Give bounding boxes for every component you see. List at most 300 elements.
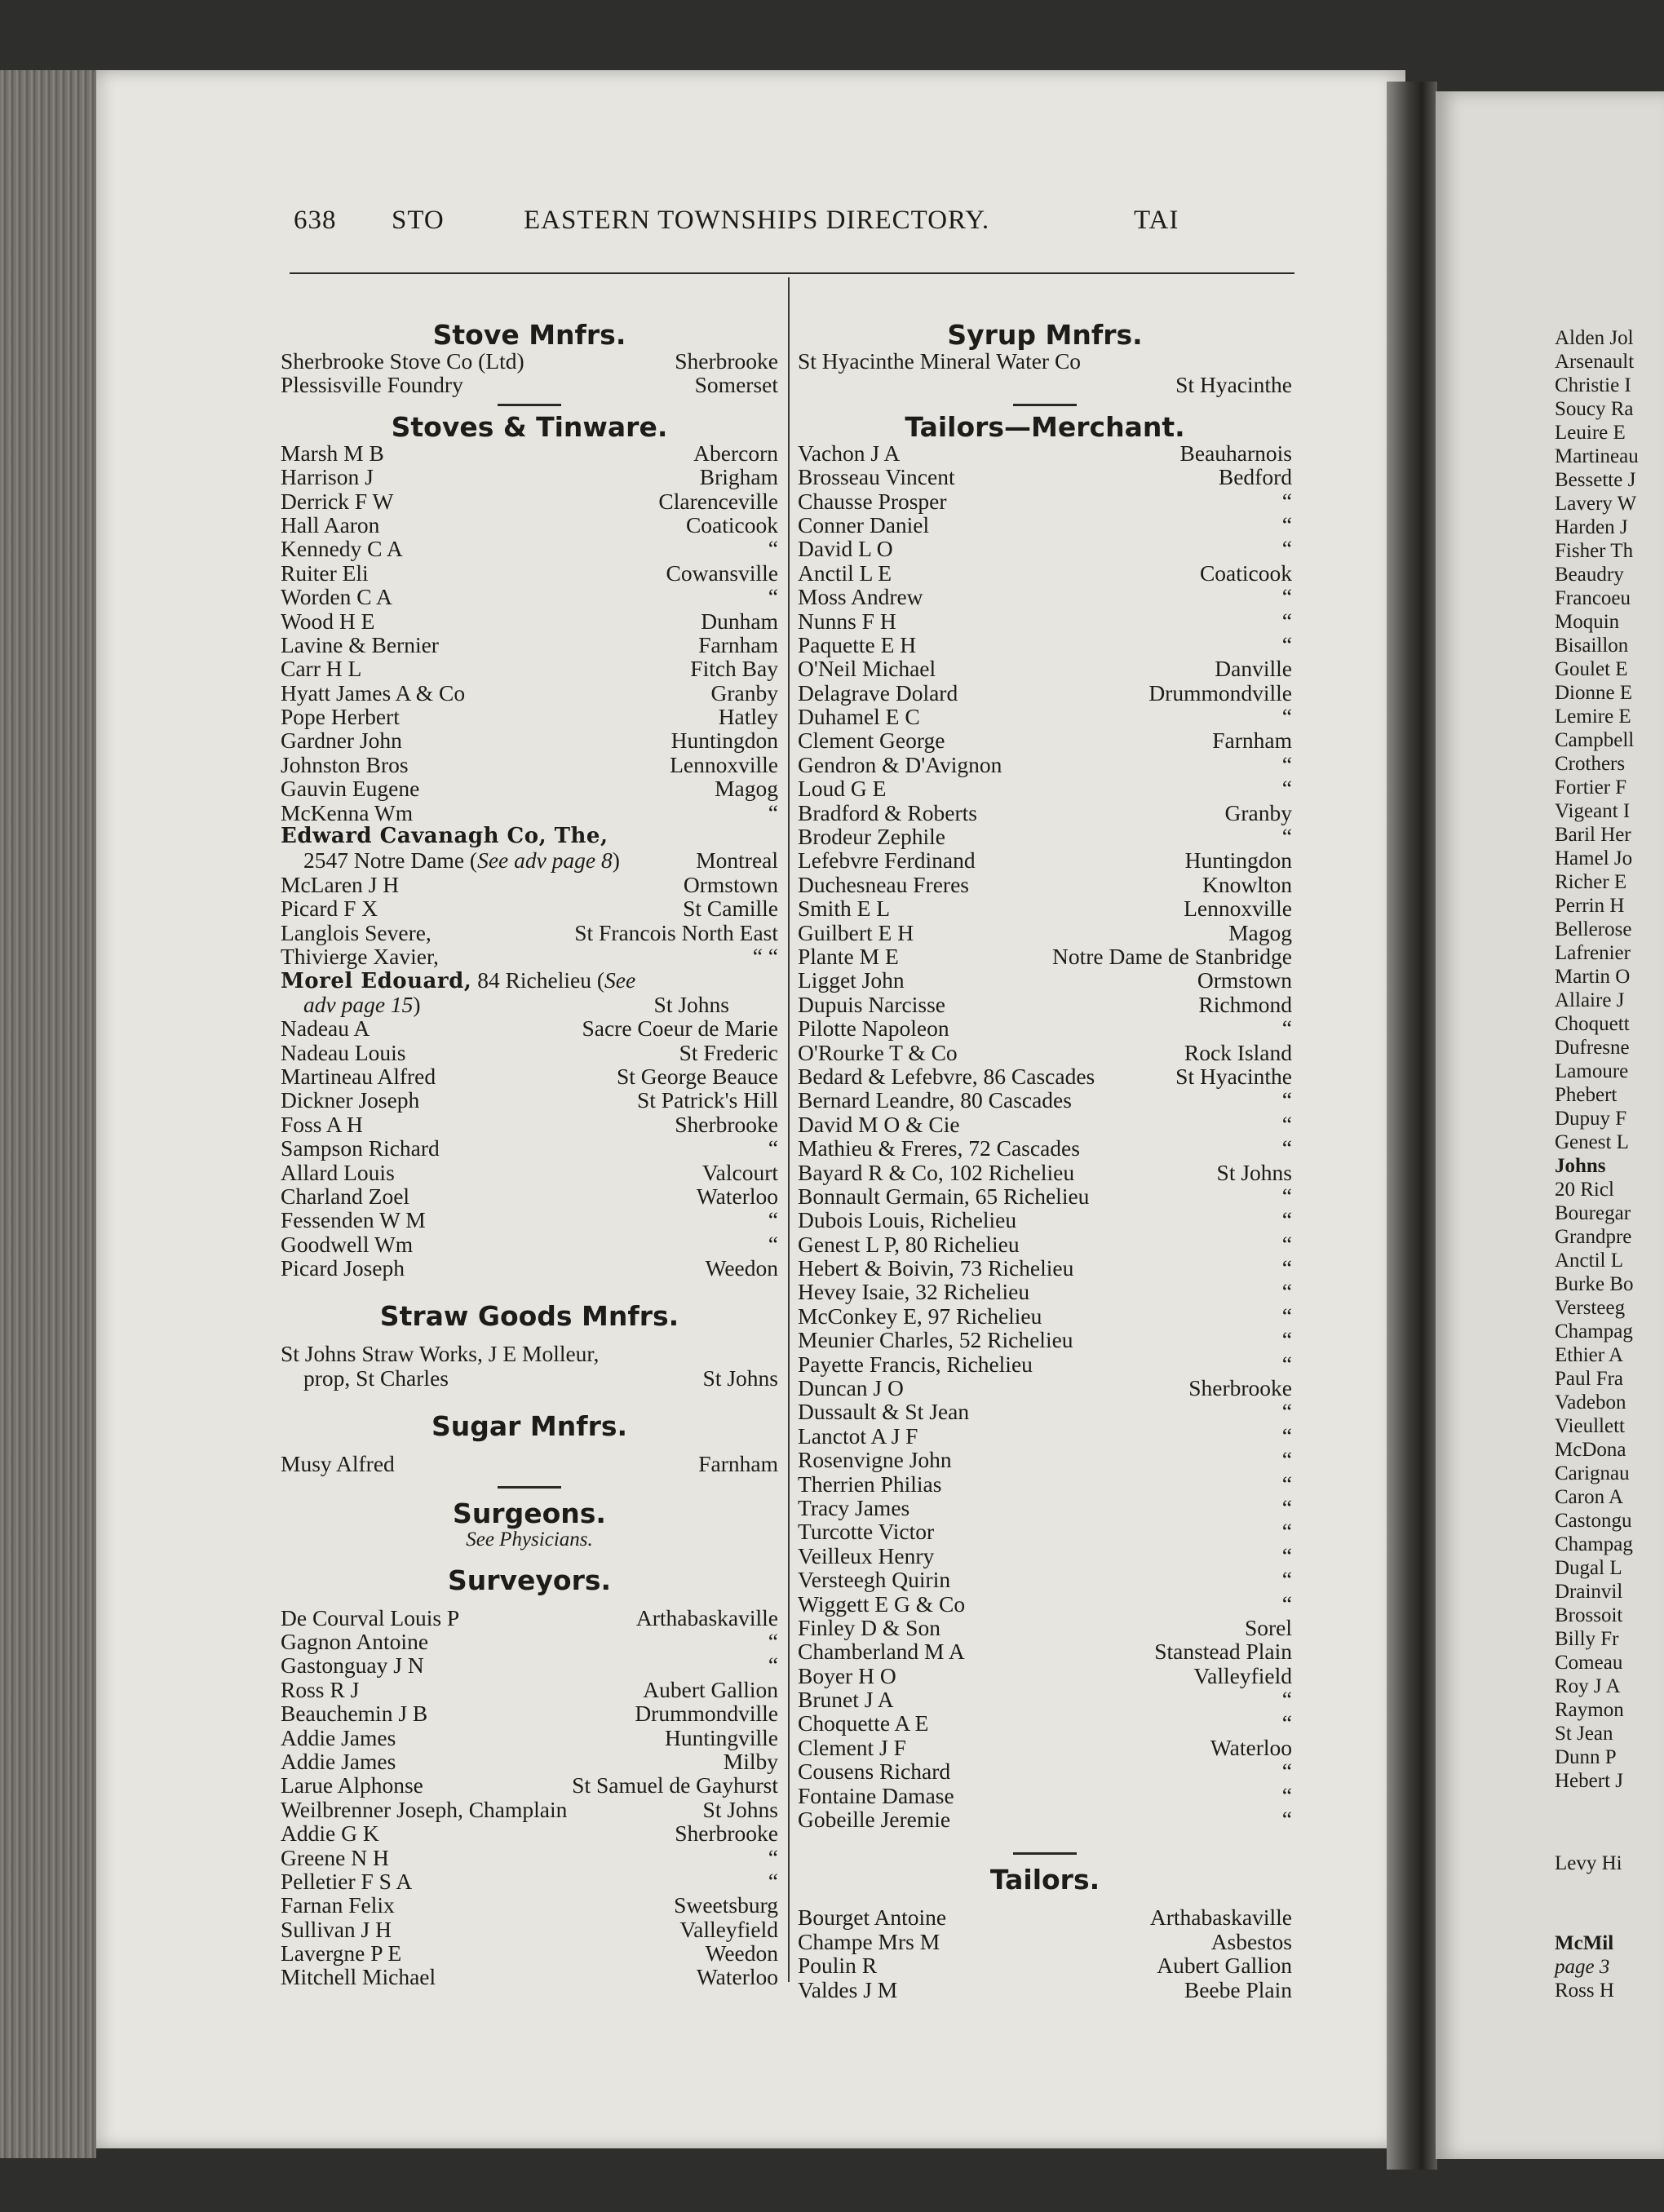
entry-place: “ [1281,536,1292,562]
directory-entry [281,1893,778,1917]
entry-place: Beauharnois [1179,440,1292,466]
directory-entry [281,1016,778,1040]
entry-place: Farnham [1212,728,1292,754]
directory-entry [281,1630,778,1653]
entry-name: McKenna Wm [281,799,414,825]
entry-name: O'Rourke T & Co [798,1039,958,1065]
entry-place: Bedford [1218,464,1292,490]
entry-place: Rock Island [1184,1039,1292,1065]
entry-place: “ [1281,1351,1292,1377]
entry-name: Gardner John [281,728,402,754]
next-page-line: Perrin H [1555,895,1625,917]
next-page-line: Genest L [1555,1131,1629,1153]
entry-place: St Frederic [679,1039,778,1065]
entry-place: Dunham [701,608,778,634]
entry-place: “ [768,1652,778,1679]
entry-place: “ [768,1231,778,1257]
entry-place: “ [768,584,778,610]
entry-name: David L O [798,536,893,562]
stoves-tinware-list-3 [281,1016,778,1280]
entry-place: St Johns [702,1796,778,1822]
entry-place: “ [1281,1807,1292,1833]
next-page-line: Castongu [1555,1510,1632,1532]
directory-entry [798,1424,1292,1448]
directory-entry-straw-cont [281,1366,778,1390]
entry-name: Greene N H [281,1844,389,1870]
entry-place: Milby [723,1748,778,1774]
entry-name: Fontaine Damase [798,1782,954,1808]
next-page-line: Leuire E [1555,422,1626,444]
directory-entry [798,1088,1292,1112]
entry-place: Drummondville [635,1701,778,1727]
next-page-line: Baril Her [1555,824,1631,846]
entry-place: Cowansville [666,560,778,586]
stoves-tinware-list-2 [281,873,778,969]
entry-name: Allard Louis [281,1159,395,1185]
section-heading-surgeons: Surgeons. [453,1497,606,1529]
entry-name: Anctil L E [798,560,892,586]
next-page-line: Beaudry [1555,564,1624,586]
entry-place: “ [1281,511,1292,538]
entry-place: Aubert Gallion [1157,1953,1292,1979]
next-page-line: page 3 [1555,1956,1610,1978]
directory-entry [281,513,778,537]
entry-name: Rosenvigne John [798,1447,952,1473]
entry-name: Mathieu & Freres, 72 Cascades [798,1135,1080,1161]
next-page-line: Moquin [1555,611,1620,633]
header-rule [290,272,1294,274]
entry-name: Lavine & Bernier [281,631,439,657]
adv-reference: adv page 15 [303,991,414,1017]
directory-entry [281,1773,778,1797]
entry-name: Tracy James [798,1494,910,1520]
directory-entry [798,1953,1292,1977]
entry-place: “ [1281,1015,1292,1042]
entry-place: Stanstead Plain [1154,1639,1292,1665]
entry-place: Hatley [718,704,778,730]
directory-entry [281,945,778,968]
entry-name: Musy Alfred [281,1451,395,1477]
entry-place: “ [1281,1303,1292,1329]
entry-place: Sherbrooke [675,1820,778,1847]
entry-place: Sherbrooke [675,348,778,374]
directory-entry [281,1965,778,1989]
entry-place: Granby [710,679,778,706]
book-gutter [1387,82,1437,2170]
next-page-line: Champag [1555,1533,1633,1555]
next-page-line: Dugal L [1555,1557,1622,1579]
entry-name: Therrien Philias [798,1471,942,1497]
entry-place: “ [1281,1710,1292,1736]
left-column [281,318,778,1989]
directory-entry-morel-cont [281,993,778,1016]
entry-name: Valdes J M [798,1976,898,2002]
next-page-line: McDona [1555,1439,1626,1461]
next-page-line: Christie I [1555,374,1631,396]
directory-entry [281,657,778,680]
entry-name: Clement George [798,728,945,754]
directory-entry [281,561,778,585]
directory-entry [798,1136,1292,1160]
next-page-line: Harden J [1555,516,1628,538]
next-page-line: Allaire J [1555,989,1625,1011]
directory-entry [798,1400,1292,1423]
next-page-line: Hebert J [1555,1770,1623,1792]
entry-place: Coaticook [685,511,778,538]
entry-name: Sullivan J H [281,1916,392,1942]
next-page-line: Drainvil [1555,1581,1623,1603]
stove-mnfrs-list [281,349,778,397]
entry-name: Brodeur Zephile [798,824,945,850]
entry-name: Pope Herbert [281,704,400,730]
directory-entry [798,1784,1292,1807]
entry-place: “ [1281,1759,1292,1785]
entry-place: “ [1281,1447,1292,1473]
section-heading-stove-mnfrs: Stove Mnfrs. [432,319,626,351]
next-page-line: Paul Fra [1555,1368,1624,1390]
directory-entry [281,609,778,633]
next-page-line: St Jean [1555,1723,1613,1745]
entry-address: 84 Richelieu ( [471,967,604,993]
entry-name: Derrick F W [281,488,394,514]
entry-place: “ [1281,1494,1292,1520]
directory-entry [281,1452,778,1475]
next-page-line: Bisaillon [1555,635,1629,657]
entry-name: McLaren J H [281,871,400,897]
entry-place: Waterloo [1210,1734,1292,1760]
entry-name: Wood H E [281,608,375,634]
entry-place: Huntingdon [1184,847,1292,874]
directory-entry [798,1472,1292,1496]
next-page-line: Lemire E [1555,706,1631,728]
directory-entry [281,1113,778,1136]
directory-entry [798,585,1292,608]
directory-entry [798,1978,1292,2002]
next-page-line: Brossoit [1555,1604,1623,1626]
entry-place: Sacre Coeur de Marie [582,1015,778,1042]
directory-entry [798,489,1292,513]
next-page-line: Crothers [1555,753,1626,775]
next-page-line: Comeau [1555,1652,1623,1674]
entry-place: “ [1281,1279,1292,1305]
directory-entry [281,1256,778,1280]
directory-entry [798,1256,1292,1280]
entry-place: Richmond [1198,991,1292,1017]
next-page-line: Dionne E [1555,682,1633,704]
entry-place: St Francois North East [574,919,778,945]
entry-place: Magog [715,776,778,802]
entry-name: Gauvin Eugene [281,776,420,802]
directory-entry [798,537,1292,560]
directory-entry [281,1798,778,1821]
entry-name: Bradford & Roberts [798,799,977,825]
entry-place: Arthabaskaville [635,1604,778,1630]
next-page-line: Martineau [1555,445,1639,467]
next-page-line: Richer E [1555,871,1627,893]
entry-name: Picard F X [281,896,378,922]
tailors-list [798,1905,1292,2002]
entry-name: Duhamel E C [798,704,920,730]
entry-name: Marsh M B [281,440,384,466]
section-rule [1013,1852,1077,1855]
entry-name: Bayard R & Co, 102 Richelieu [798,1159,1075,1185]
directory-entry [281,1041,778,1064]
page-title: EASTERN TOWNSHIPS DIRECTORY. [524,206,990,235]
entry-name: David M O & Cie [798,1111,960,1137]
next-page-line: Francoeu [1555,587,1631,609]
address-close: ) [413,991,421,1017]
directory-entry [798,825,1292,848]
next-page-line: Grandpre [1555,1226,1632,1248]
entry-name: Guilbert E H [798,919,914,945]
entry-place: “ [1281,1327,1292,1353]
entry-name: Ross R J [281,1676,360,1702]
directory-entry [798,1807,1292,1831]
next-page-line: Lavery W [1555,493,1637,515]
entry-name: Pilotte Napoleon [798,1015,949,1042]
entry-place: Sherbrooke [1188,1375,1292,1401]
entry-name: Addie G K [281,1820,379,1847]
entry-place: “ [1281,1519,1292,1545]
directory-entry [798,705,1292,728]
entry-place: “ [1281,751,1292,777]
entry-name: Martineau Alfred [281,1063,436,1089]
entry-name: Pelletier F S A [281,1868,413,1894]
entry-name: Edward Cavanagh Co, The, [281,824,609,849]
entry-name: Turcotte Victor [798,1519,935,1545]
entry-name: Lefebvre Ferdinand [798,847,976,874]
next-page-line: Alden Jol [1555,327,1634,349]
next-page-line: Roy J A [1555,1675,1621,1697]
entry-name: Mitchell Michael [281,1964,436,1990]
directory-entry-syrup [798,349,1292,373]
directory-entry [798,1328,1292,1352]
entry-place: St Johns [1216,1159,1292,1185]
next-page-line: Choquett [1555,1013,1630,1035]
entry-place: Farnham [698,1451,778,1477]
directory-entry [281,1678,778,1701]
directory-entry-morel [281,968,778,992]
entry-place: Ormstown [683,871,778,897]
entry-place: Lennoxville [670,751,778,777]
next-page-line: Fortier F [1555,776,1627,799]
section-rule [498,1486,561,1489]
directory-entry [281,489,778,513]
entry-name: De Courval Louis P [281,1604,460,1630]
directory-entry [798,1905,1292,1929]
entry-place: Ormstown [1197,967,1292,993]
entry-name: Charland Zoel [281,1183,410,1209]
directory-entry [798,1280,1292,1303]
entry-name: Hyatt James A & Co [281,679,466,706]
entry-place: Granby [1224,799,1292,825]
book-edge [0,70,96,2158]
directory-entry [798,945,1292,968]
entry-name: Plessisville Foundry [281,372,463,398]
directory-entry [798,441,1292,465]
directory-entry [798,1304,1292,1328]
adv-reference: See adv page 8 [477,847,613,874]
directory-entry [798,1639,1292,1663]
page-number: 638 [294,206,337,235]
directory-entry [798,1592,1292,1616]
entry-name: Bourget Antoine [798,1905,947,1931]
entry-name: Finley D & Son [798,1614,940,1640]
entry-place: Valleyfield [1193,1662,1292,1688]
entry-place: Fitch Bay [690,656,778,682]
tailors-merchant-list [798,441,1292,1832]
section-heading-straw-goods: Straw Goods Mnfrs. [379,1300,679,1333]
directory-entry [281,1088,778,1112]
next-page-line: Vieullett [1555,1415,1625,1437]
entry-place: “ [1281,1590,1292,1617]
directory-entry [798,1736,1292,1759]
entry-place: Asbestos [1210,1928,1292,1954]
directory-entry [281,465,778,489]
directory-entry [798,1352,1292,1376]
directory-entry [281,728,778,752]
entry-place: St Camille [683,896,778,922]
entry-name: Picard Joseph [281,1255,405,1281]
entry-address: 2547 Notre Dame ( [303,847,478,874]
entry-place: Montreal [696,847,778,874]
section-heading-tailors-merchant: Tailors—Merchant. [905,410,1185,443]
next-page-line: Bessette J [1555,469,1636,491]
section-rule [1013,404,1077,406]
directory-entry [281,441,778,465]
directory-entry [798,873,1292,896]
entry-place: “ [1281,1135,1292,1161]
right-key: TAI [1134,206,1179,235]
directory-entry [281,349,778,373]
entry-name: Hall Aaron [281,511,380,538]
address-close: ) [612,847,620,874]
next-page-line: Champag [1555,1321,1633,1343]
directory-entry [281,373,778,396]
left-key: STO [392,206,445,235]
entry-name: Nadeau A [281,1015,370,1042]
entry-name: Boyer H O [798,1662,896,1688]
directory-entry [798,657,1292,680]
entry-place: “ [1281,608,1292,634]
directory-entry [798,728,1292,752]
entry-place: “ [768,536,778,562]
surveyors-list [281,1606,778,1989]
entry-name: Gagnon Antoine [281,1629,429,1655]
entry-name: Dupuis Narcisse [798,991,946,1017]
entry-name: Foss A H [281,1111,363,1137]
directory-entry [281,1064,778,1088]
entry-name: Delagrave Dolard [798,679,958,706]
next-page-line: Burke Bo [1555,1273,1634,1295]
entry-place: “ [1281,1422,1292,1449]
entry-name: Smith E L [798,896,891,922]
entry-name: Genest L P, 80 Richelieu [798,1231,1020,1257]
entry-place: “ [1281,1255,1292,1281]
entry-place: “ [1281,1782,1292,1808]
entry-name: Poulin R [798,1953,878,1979]
directory-entry [798,681,1292,705]
next-page-line: Anctil L [1555,1250,1624,1272]
entry-name: Chausse Prosper [798,488,947,514]
directory-entry [281,1701,778,1725]
entry-name: Meunier Charles, 52 Richelieu [798,1327,1073,1353]
entry-name: Beauchemin J B [281,1701,428,1727]
adv-reference: See [604,967,636,993]
directory-entry [798,968,1292,992]
entry-place: “ [1281,1111,1292,1137]
next-page-line: Vadebon [1555,1391,1626,1413]
entry-place: “ [768,799,778,825]
directory-entry [281,1208,778,1232]
directory-entry [281,1846,778,1869]
entry-place: “ [768,1868,778,1894]
sugar-list [281,1452,778,1475]
next-page-line: 20 Ricl [1555,1179,1614,1201]
section-heading-stoves-tinware: Stoves & Tinware. [391,410,668,443]
directory-entry [798,1759,1292,1783]
entry-place: “ [1281,1183,1292,1209]
directory-entry [281,1918,778,1941]
entry-place: St Samuel de Gayhurst [572,1772,778,1798]
directory-entry [281,1869,778,1893]
next-page-line: Goulet E [1555,658,1628,680]
entry-place: St Hyacinthe [1175,372,1292,398]
entry-place: “ [1281,1207,1292,1233]
next-page-line: Johns [1555,1155,1606,1177]
entry-address: prop, St Charles [303,1365,449,1391]
entry-name: Nadeau Louis [281,1039,406,1065]
entry-name: Fessenden W M [281,1207,426,1233]
directory-entry [798,1113,1292,1136]
entry-name: Bonnault Germain, 65 Richelieu [798,1183,1090,1209]
entry-name: Lavergne P E [281,1940,402,1966]
directory-entry [281,1184,778,1208]
next-page-line: Lafrenier [1555,942,1631,964]
entry-place: Waterloo [696,1964,778,1990]
column-divider [788,277,790,1982]
entry-place: “ [1281,1687,1292,1713]
entry-place: Farnham [698,631,778,657]
directory-entry [798,1568,1292,1591]
directory-entry [798,1688,1292,1711]
entry-name: Gendron & D'Avignon [798,751,1002,777]
entry-place: Valleyfield [679,1916,778,1942]
directory-entry [798,1184,1292,1208]
directory-entry [798,1064,1292,1088]
entry-name: Champe Mrs M [798,1928,940,1954]
entry-name: St Hyacinthe Mineral Water Co [798,348,1082,374]
directory-entry [281,537,778,560]
directory-entry [798,896,1292,920]
next-page-line: Hamel Jo [1555,847,1633,869]
entry-place: Abercorn [693,440,778,466]
entry-name: Gobeille Jeremie [798,1807,951,1833]
directory-entry [798,776,1292,800]
entry-name: Weilbrenner Joseph, Champlain [281,1796,568,1822]
next-page-line: Dunn P [1555,1746,1617,1768]
entry-place: St Johns [653,991,729,1017]
entry-place: “ [1281,631,1292,657]
directory-entry [798,921,1292,945]
directory-entry [281,585,778,608]
entry-name: Addie James [281,1724,396,1750]
entry-name: Thivierge Xavier, [281,943,439,969]
entry-place: Huntingville [664,1724,778,1750]
next-page-line: Ethier A [1555,1344,1624,1366]
entry-place: “ [1281,584,1292,610]
entry-place: Valcourt [701,1159,778,1185]
